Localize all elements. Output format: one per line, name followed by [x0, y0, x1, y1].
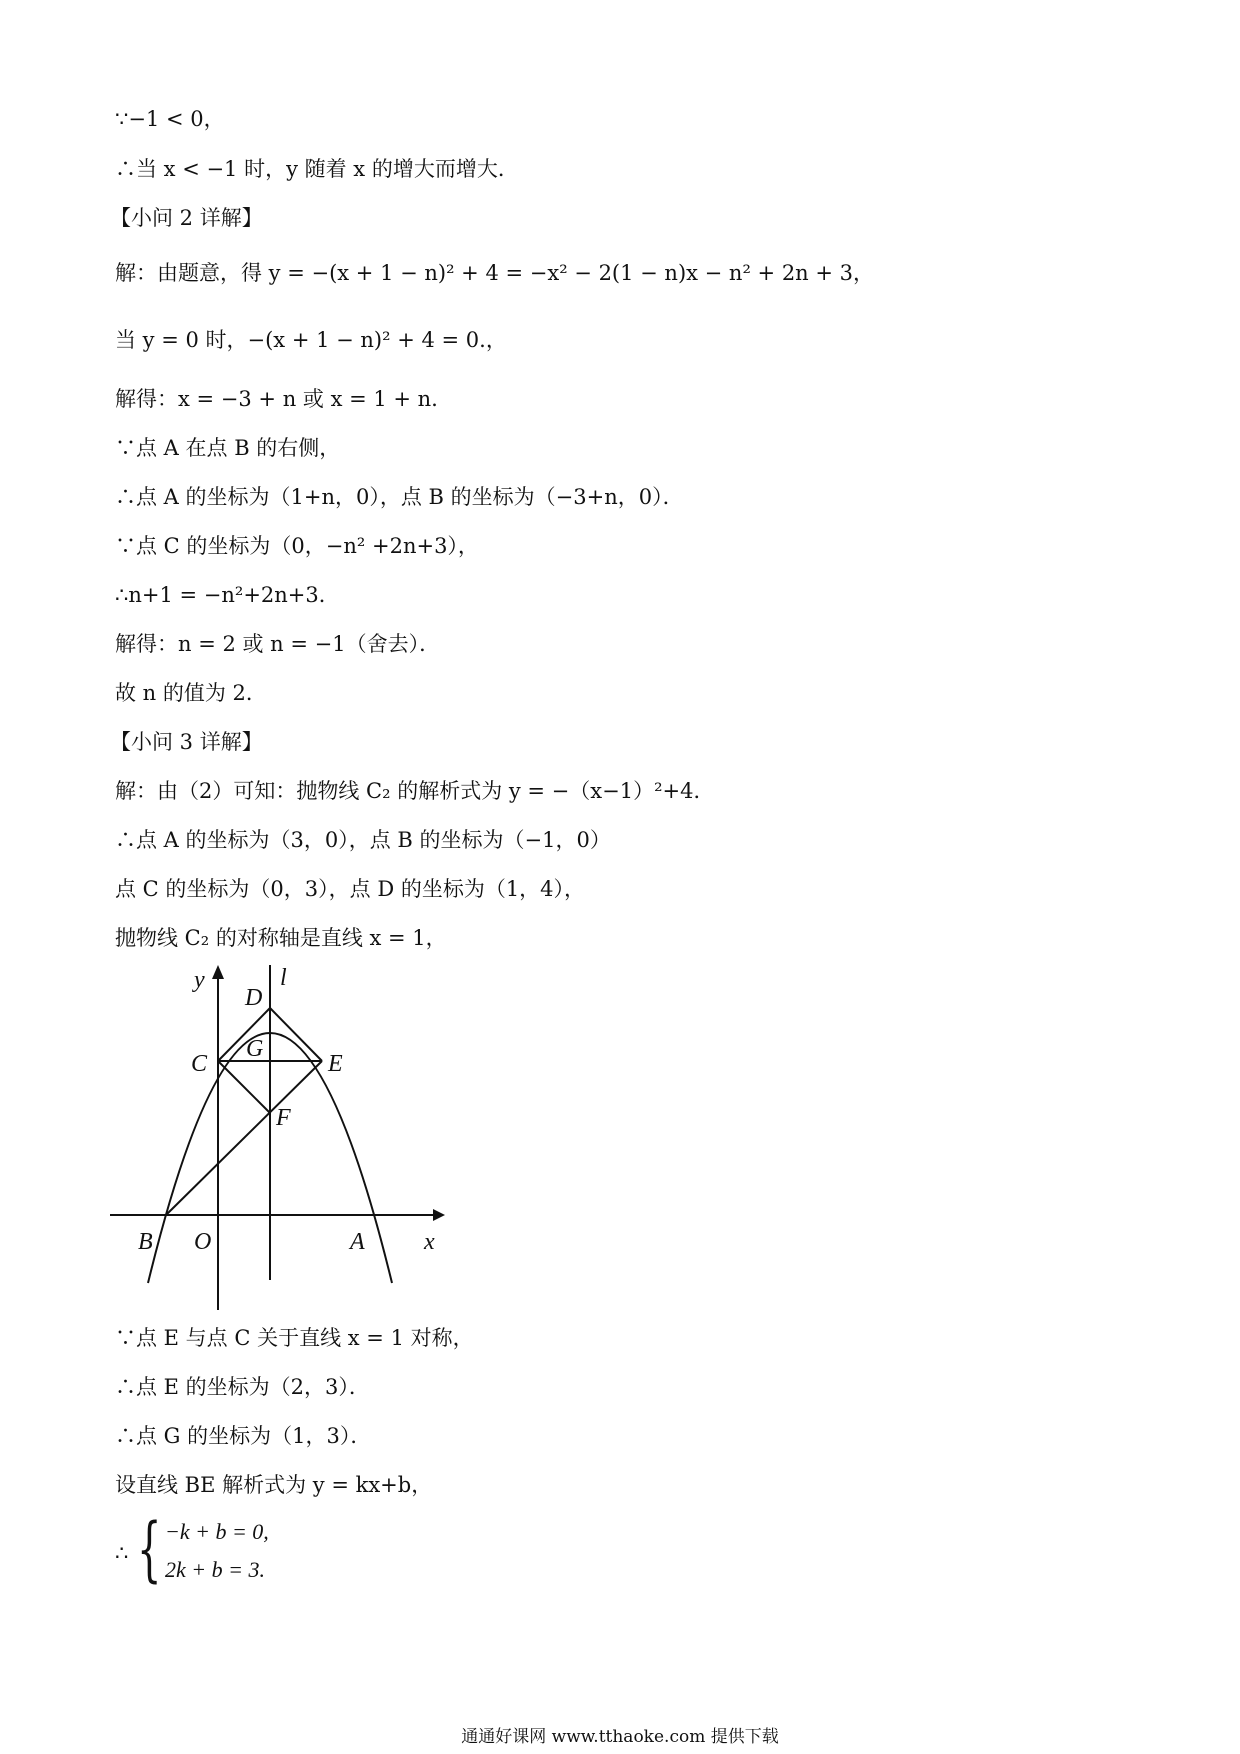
line-7: ∵点 A 在点 B 的右侧，: [115, 436, 341, 460]
segment-CF: [218, 1061, 270, 1113]
left-brace: {: [137, 1508, 162, 1590]
label-B: B: [138, 1229, 153, 1255]
line-17: 抛物线 C₂ 的对称轴是直线 x = 1，: [115, 926, 447, 950]
line-16: 点 C 的坐标为（0，3），点 D 的坐标为（1，4），: [115, 877, 586, 901]
line-19: ∴点 E 的坐标为（2，3）．: [115, 1375, 370, 1399]
section-heading-3: 【小问 3 详解】: [110, 730, 263, 754]
line-6: 解得：x = −3 + n 或 x = 1 + n．: [115, 387, 453, 411]
line-14: 解：由（2）可知：抛物线 C₂ 的解析式为 y = −（x−1）²+4．: [115, 779, 715, 803]
line-15: ∴点 A 的坐标为（3，0），点 B 的坐标为（−1，0）: [115, 828, 611, 852]
label-E: E: [328, 1051, 343, 1077]
line-11: 解得：n = 2 或 n = −1（舍去）．: [115, 632, 441, 656]
equation-2: 2k + b = 3.: [165, 1557, 265, 1582]
line-8: ∴点 A 的坐标为（1+n，0），点 B 的坐标为（−3+n，0）．: [115, 485, 684, 509]
equation-system: [115, 1508, 375, 1591]
footer-watermark: 通通好课网 www.tthaoke.com 提供下载: [461, 1727, 779, 1747]
parabola-figure: [108, 955, 448, 1315]
label-y: y: [194, 967, 205, 993]
therefore-symbol: ∴: [115, 1541, 129, 1565]
line-2: ∴当 x < −1 时，y 随着 x 的增大而增大．: [115, 157, 519, 181]
x-axis-arrow: [433, 1209, 445, 1221]
label-x: x: [424, 1229, 435, 1255]
label-A: A: [350, 1229, 365, 1255]
line-18: ∵点 E 与点 C 关于直线 x = 1 对称，: [115, 1326, 474, 1350]
line-4: 解：由题意，得 y = −(x + 1 − n)² + 4 = −x² − 2(1 − n)x − n² + 2n + 3，: [115, 261, 875, 285]
section-heading-2: 【小问 2 详解】: [110, 206, 263, 230]
equation-1: −k + b = 0,: [165, 1519, 269, 1544]
line-20: ∴点 G 的坐标为（1，3）．: [115, 1424, 372, 1448]
label-G: G: [246, 1036, 264, 1062]
y-axis-arrow: [212, 965, 224, 979]
line-9: ∵点 C 的坐标为（0，−n² +2n+3），: [115, 534, 479, 558]
label-D: D: [245, 985, 263, 1011]
label-l: l: [280, 965, 287, 991]
line-5: 当 y = 0 时，−(x + 1 − n)² + 4 = 0.，: [115, 328, 507, 352]
label-O: O: [194, 1229, 212, 1255]
line-12: 故 n 的值为 2．: [115, 681, 267, 705]
label-C: C: [191, 1051, 208, 1077]
label-F: F: [276, 1105, 291, 1131]
line-1: ∵−1 < 0，: [115, 107, 225, 131]
line-10: ∴n+1 = −n²+2n+3．: [115, 583, 340, 607]
line-21: 设直线 BE 解析式为 y = kx+b，: [115, 1473, 433, 1497]
segment-BE: [166, 1061, 322, 1215]
